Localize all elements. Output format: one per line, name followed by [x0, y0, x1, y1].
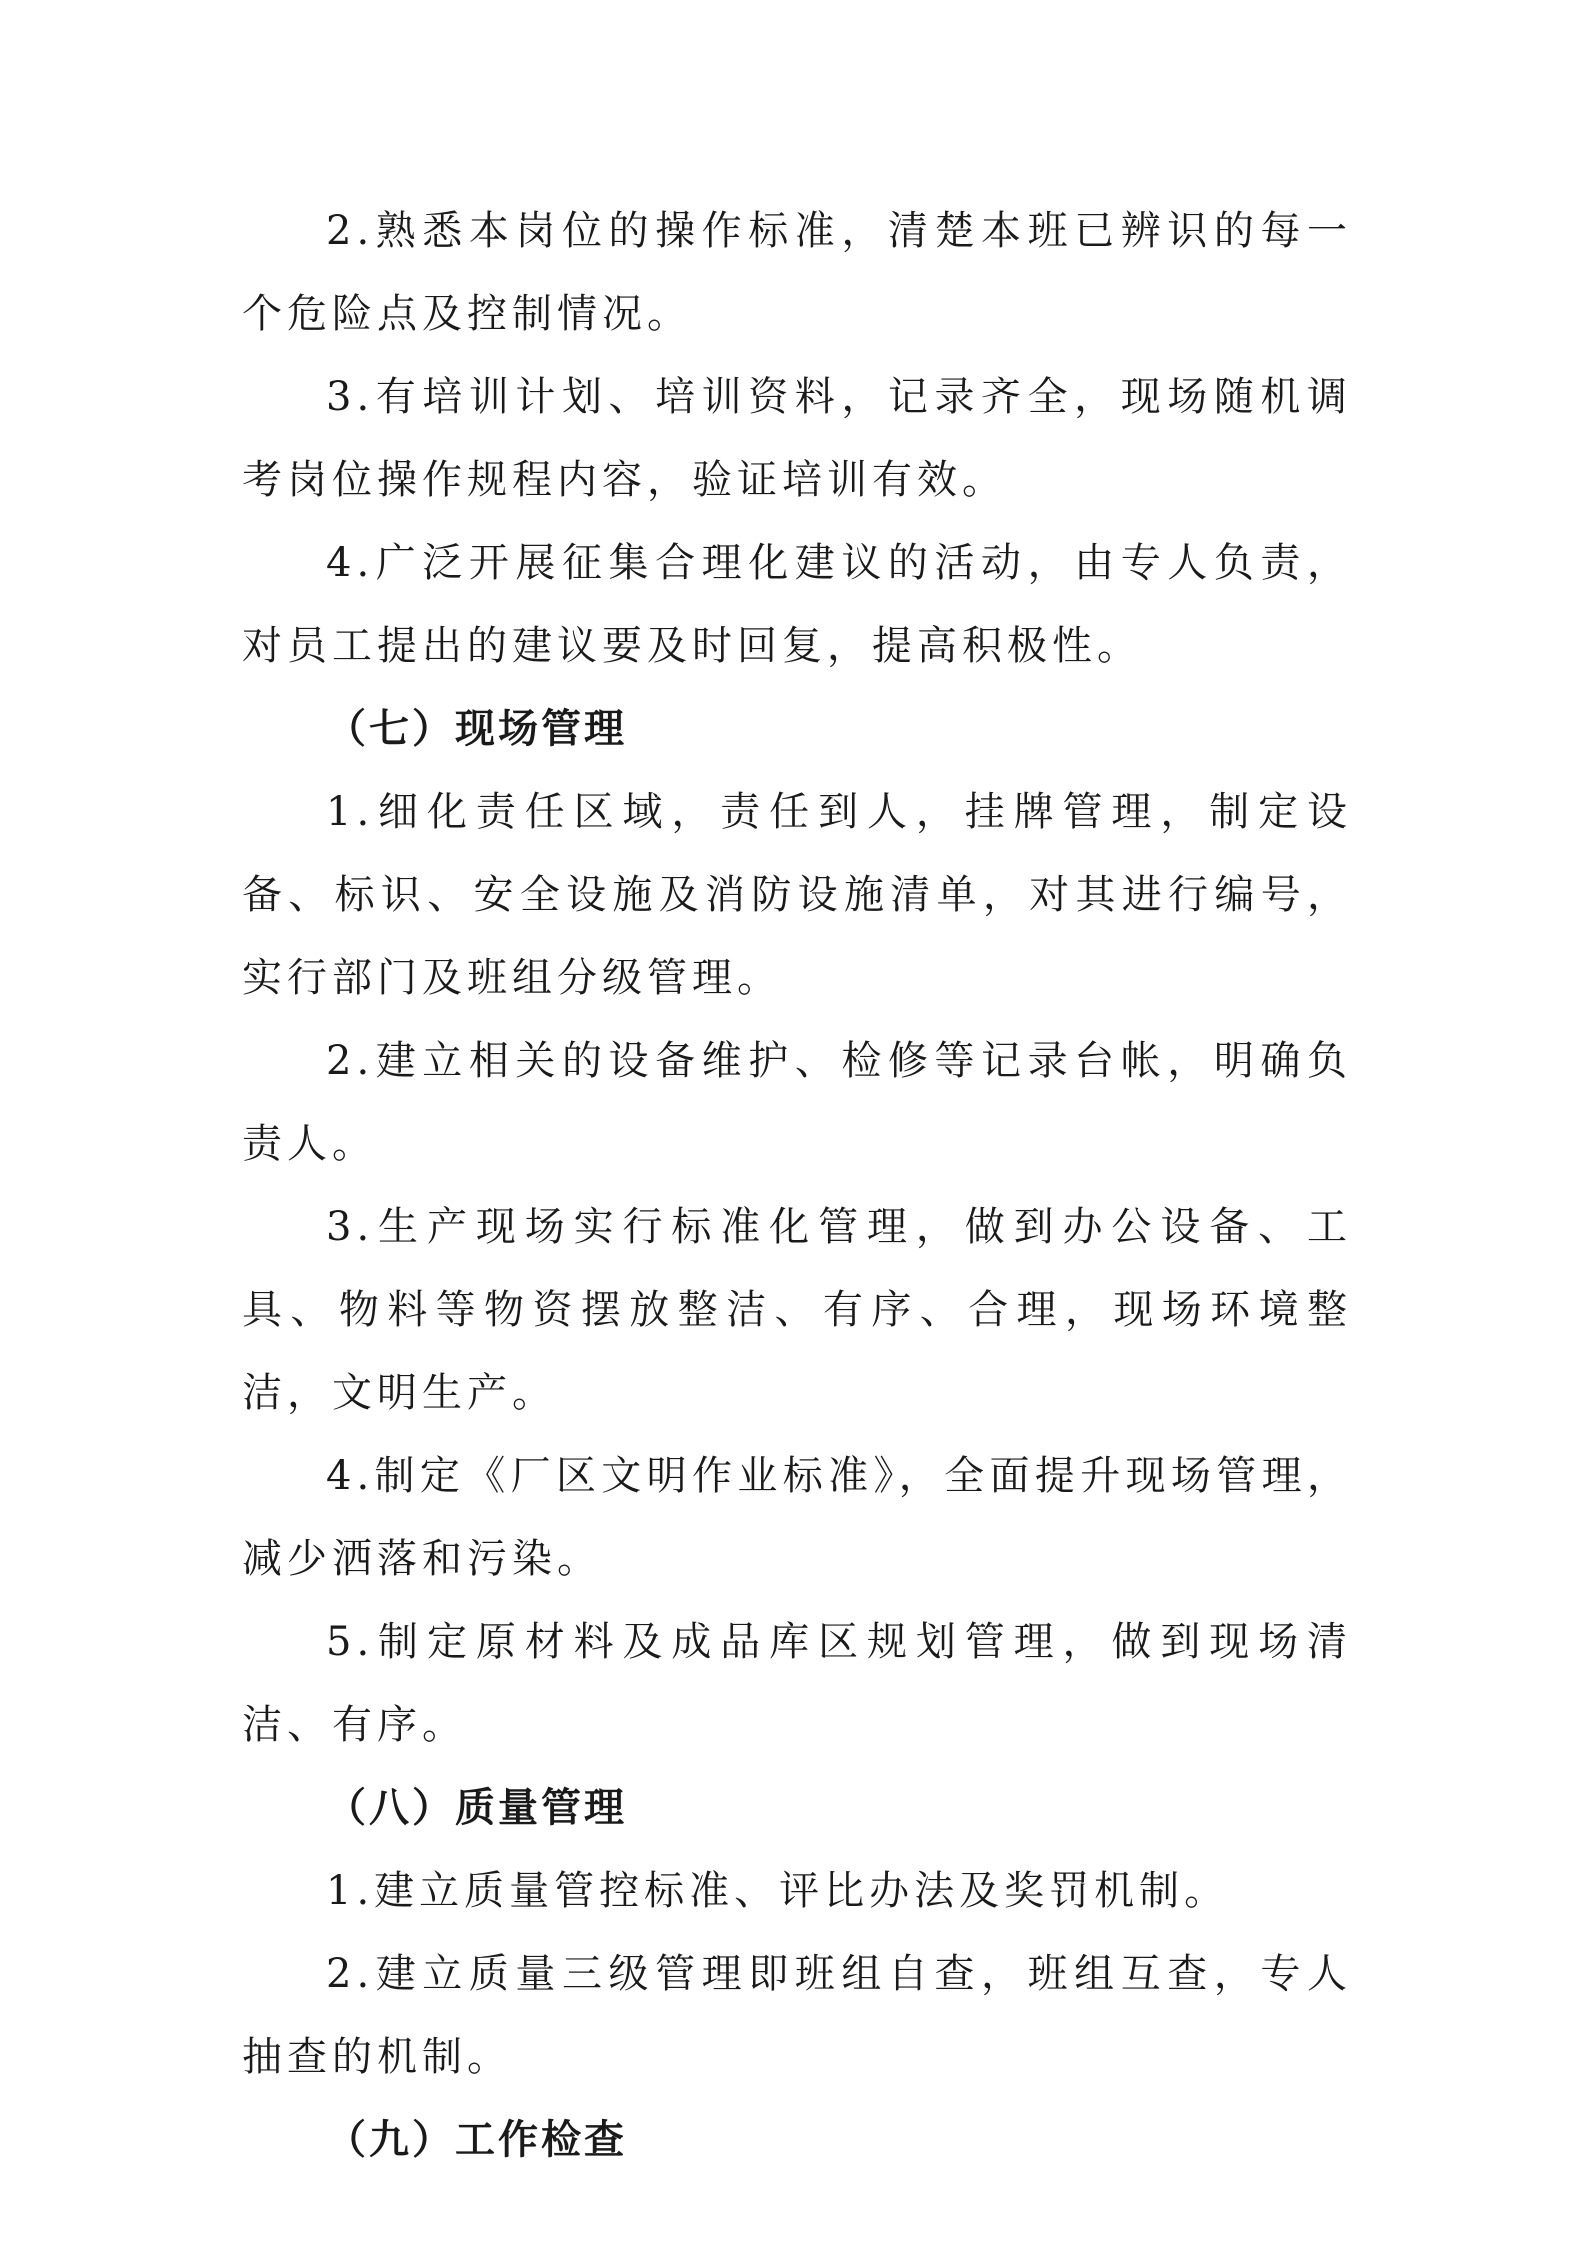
paragraph: 4.制定《厂区文明作业标准》，全面提升现场管理，减少洒落和污染。: [242, 1453, 1352, 1582]
document-page: [242, 190, 1352, 2182]
paragraph: 2.建立质量三级管理即班组自查，班组互查，专人抽查的机制。: [242, 1951, 1352, 2080]
paragraph: 1.建立质量管控标准、评比办法及奖罚机制。: [326, 1868, 1230, 1914]
paragraph: 5.制定原材料及成品库区规划管理，做到现场清洁、有序。: [242, 1619, 1352, 1748]
paragraph: 1.细化责任区域，责任到人，挂牌管理，制定设备、标识、安全设施及消防设施清单，对其进行编号，实行部门及班组分级管理。: [242, 789, 1352, 1001]
paragraph: 2.熟悉本岗位的操作标准，清楚本班已辨识的每一个危险点及控制情况。: [242, 208, 1352, 337]
section-heading: （九）工作检查: [326, 2117, 627, 2163]
section-heading: （七）现场管理: [326, 706, 627, 752]
paragraph: 4.广泛开展征集合理化建议的活动，由专人负责，对员工提出的建议要及时回复，提高积极性。: [242, 540, 1352, 669]
paragraph: 3.生产现场实行标准化管理，做到办公设备、工具、物料等物资摆放整洁、有序、合理，现场环境整洁，文明生产。: [242, 1204, 1352, 1416]
paragraph: 3.有培训计划、培训资料，记录齐全，现场随机调考岗位操作规程内容，验证培训有效。: [242, 374, 1352, 503]
paragraph: 2.建立相关的设备维护、检修等记录台帐，明确负责人。: [242, 1038, 1352, 1167]
section-heading: （八）质量管理: [326, 1785, 627, 1831]
